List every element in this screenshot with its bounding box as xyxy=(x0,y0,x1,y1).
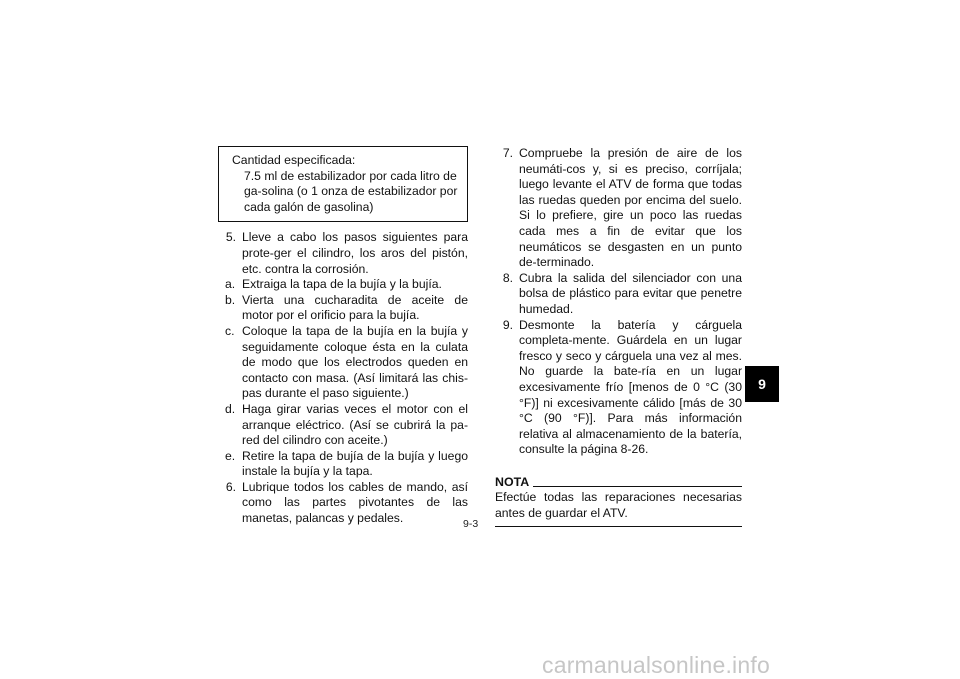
note-header xyxy=(495,475,742,491)
subitem-letter: d. xyxy=(225,401,236,416)
item-number: 6. xyxy=(225,479,236,494)
item-number: 9. xyxy=(502,317,513,332)
list-item-5 xyxy=(218,230,468,277)
subitem-text: Vierta una cucharadita de aceite de motor por el orificio para la bujía. xyxy=(242,292,468,323)
item-number: 8. xyxy=(502,270,513,285)
left-column xyxy=(218,146,468,527)
note-rule xyxy=(533,486,742,487)
note-title: NOTA xyxy=(495,474,530,489)
subitem-c xyxy=(222,324,468,402)
list-item-7 xyxy=(495,146,742,271)
page-number: 9-3 xyxy=(463,518,479,530)
subitem-a xyxy=(222,277,468,293)
watermark: carmanualsonline.info xyxy=(542,652,770,678)
subitem-text: Haga girar varias veces el motor con el arranque eléctrico. (Así se cubrirá la pa-red del cilindro con aceite.) xyxy=(242,401,468,448)
item-text: Lubrique todos los cables de mando, así como las partes pivotantes de las manetas, palancas y pedales. xyxy=(242,479,468,526)
list-item-8 xyxy=(495,271,742,318)
subitem-letter: c. xyxy=(225,323,235,338)
subitem-text: Retire la tapa de bujía de la bujía y luego instale la bujía y la tapa. xyxy=(242,448,468,479)
subitem-e xyxy=(222,449,468,480)
right-column xyxy=(495,146,742,527)
item-text: Cubra la salida del silenciador con una bolsa de plástico para evitar que penetre humedad. xyxy=(519,270,742,316)
subitem-letter: a. xyxy=(225,277,236,292)
list-item-6 xyxy=(218,480,468,527)
note-body: Efectúe todas las reparaciones necesarias antes de guardar el ATV. xyxy=(495,490,742,526)
subitem-b xyxy=(222,293,468,324)
list-item-9 xyxy=(495,318,742,458)
subitem-letter: e. xyxy=(225,448,236,463)
specification-box xyxy=(218,146,468,222)
item-text: Desmonte la batería y cárguela completa-mente. Guárdela en un lugar fresco y seco y cárguela una vez al mes. No guarde la bate-ría en un lugar excesivamente frío [menos de 0 °C (30 °F)] ni excesivamente cálido [más de 30 °C (90 °F)]. Para más información relativa al almacenamiento de la batería, consulte la página 8-26. xyxy=(519,317,742,457)
spec-body: 7.5 ml de estabilizador por cada litro de ga-solina (o 1 onza de estabilizador por cada galón de gasolina) xyxy=(244,168,458,214)
subitem-letter: b. xyxy=(225,292,236,307)
chapter-tab[interactable]: 9 xyxy=(745,366,779,402)
subitem-text: Extraiga la tapa de la bujía y la bujía. xyxy=(242,277,442,292)
item-number: 5. xyxy=(225,230,236,245)
item-text: Lleve a cabo los pasos siguientes para prote-ger el cilindro, los aros del pistón, etc. contra la corrosión. xyxy=(242,230,468,276)
item-text: Compruebe la presión de aire de los neumáti-cos y, si es preciso, corríjala; luego levante el ATV de forma que todas las ruedas queden por encima del suelo. Si lo prefiere, gire un poco las ruedas cada mes a fin de evitar que los neumáticos se desgasten en un punto de-terminado. xyxy=(519,146,742,270)
subitem-text: Coloque la tapa de la bujía en la bujía y seguidamente coloque ésta en la culata de modo que los electrodos queden en contacto con masa. (Así limitará las chis-pas durante el paso siguiente.) xyxy=(242,323,468,401)
item-number: 7. xyxy=(502,146,513,160)
subitem-d xyxy=(222,402,468,449)
spec-title: Cantidad especificada: xyxy=(232,153,356,167)
